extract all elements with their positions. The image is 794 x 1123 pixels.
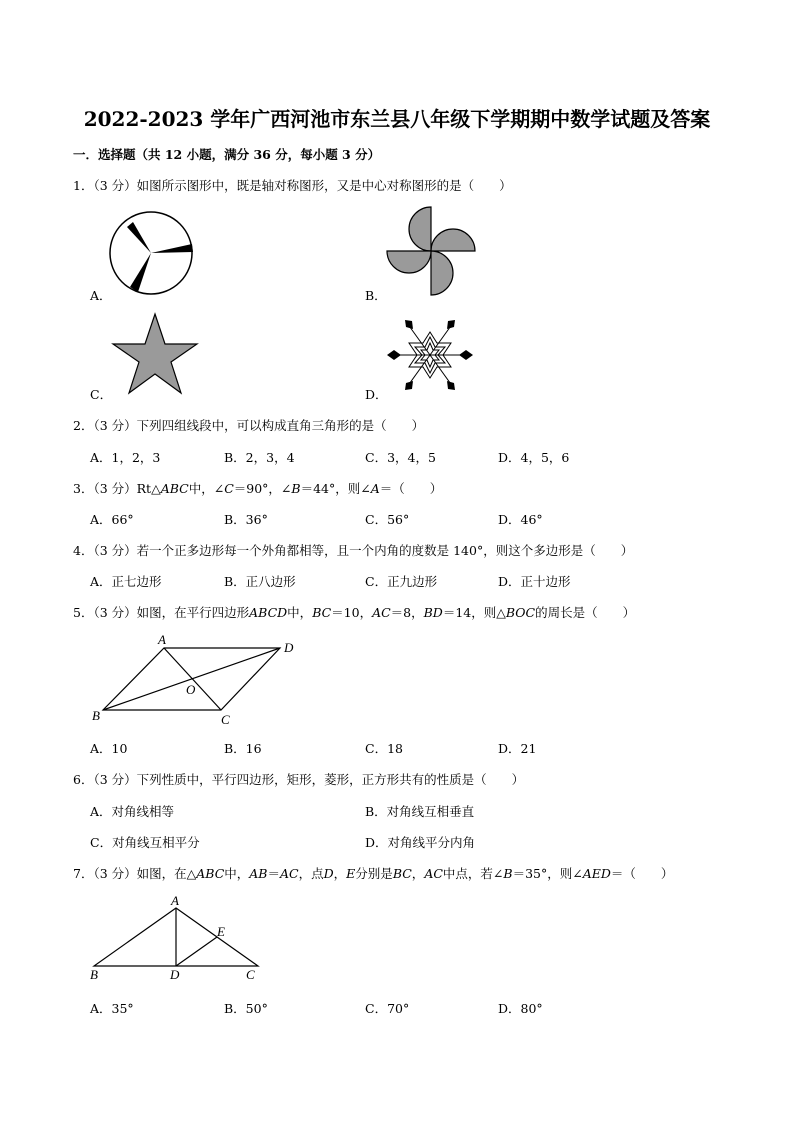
q3-option-c: C．56° bbox=[365, 512, 410, 527]
question-4-stem: 4．（3 分）若一个正多边形每一个外角都相等，且一个内角的度数是 140°，则这个多边形是（ ） bbox=[73, 543, 634, 558]
q5-option-a: A．10 bbox=[90, 741, 128, 756]
q6-option-a: A．对角线相等 bbox=[90, 804, 175, 819]
label-a: A bbox=[171, 893, 179, 908]
q6-option-b: B．对角线互相垂直 bbox=[365, 804, 475, 819]
q4-option-a: A．正七边形 bbox=[90, 574, 162, 589]
q2-option-a: A．1，2，3 bbox=[90, 450, 161, 465]
q1-option-b: B． bbox=[365, 288, 387, 303]
label-b: B bbox=[92, 708, 100, 723]
q5-option-d: D．21 bbox=[498, 741, 537, 756]
q3-option-d: D．46° bbox=[498, 512, 543, 527]
question-1-stem: 1．（3 分）如图所示图形中，既是轴对称图形，又是中心对称图形的是（ ） bbox=[73, 178, 512, 193]
label-c: C bbox=[246, 967, 255, 982]
q7-triangle-figure bbox=[86, 892, 264, 984]
label-c: C bbox=[221, 712, 230, 727]
page-title: 2022-2023 学年广西河池市东兰县八年级下学期期中数学试题及答案 bbox=[83, 107, 711, 131]
q7-option-a: A．35° bbox=[90, 1001, 134, 1016]
section-heading: 一．选择题（共 12 小题，满分 36 分，每小题 3 分） bbox=[73, 147, 381, 162]
q4-option-c: C．正九边形 bbox=[365, 574, 438, 589]
q7-option-d: D．80° bbox=[498, 1001, 543, 1016]
label-e: E bbox=[217, 924, 225, 939]
q3-option-b: B．36° bbox=[224, 512, 268, 527]
question-2-stem: 2．（3 分）下列四组线段中，可以构成直角三角形的是（ ） bbox=[73, 418, 425, 433]
q1-option-a: A． bbox=[90, 288, 112, 303]
q5-option-c: C．18 bbox=[365, 741, 403, 756]
q3-option-a: A．66° bbox=[90, 512, 134, 527]
q4-option-b: B．正八边形 bbox=[224, 574, 296, 589]
segment-de bbox=[176, 937, 217, 966]
q2-option-c: C．3，4，5 bbox=[365, 450, 436, 465]
question-7-stem: 7．（3 分）如图，在△ABC中，AB＝AC，点D，E分别是BC，AC中点，若∠B＝35°，则∠AED＝（ ） bbox=[73, 866, 674, 881]
q1-figure-d-snowflake bbox=[385, 315, 475, 397]
label-d: D bbox=[170, 967, 180, 982]
q6-option-d: D．对角线平分内角 bbox=[365, 835, 476, 850]
question-6-stem: 6．（3 分）下列性质中，平行四边形，矩形，菱形，正方形共有的性质是（ ） bbox=[73, 772, 525, 787]
q2-option-d: D．4，5，6 bbox=[498, 450, 570, 465]
q1-figure-c-star bbox=[110, 312, 200, 396]
diagonal-bd bbox=[103, 648, 280, 710]
q1-option-c: C． bbox=[90, 387, 113, 402]
q6-option-c: C．对角线互相平分 bbox=[90, 835, 200, 850]
label-a: A bbox=[158, 632, 166, 647]
q5-option-b: B．16 bbox=[224, 741, 262, 756]
q2-option-b: B．2，3，4 bbox=[224, 450, 295, 465]
label-b: B bbox=[90, 967, 98, 982]
question-5-stem: 5．（3 分）如图，在平行四边形ABCD中，BC＝10，AC＝8，BD＝14，则△BOC的周长是（ ） bbox=[73, 605, 636, 620]
q1-figure-b-pinwheel bbox=[385, 205, 477, 297]
q1-option-d: D． bbox=[365, 387, 388, 402]
label-d: D bbox=[284, 640, 294, 655]
question-3-stem: 3．（3 分）Rt△ABC中，∠C＝90°，∠B＝44°，则∠A＝（ ） bbox=[73, 481, 443, 496]
q4-option-d: D．正十边形 bbox=[498, 574, 571, 589]
label-o: O bbox=[186, 682, 196, 697]
q5-parallelogram-figure bbox=[88, 630, 303, 728]
q1-figure-a-circle bbox=[108, 210, 198, 300]
q7-option-c: C．70° bbox=[365, 1001, 410, 1016]
q7-option-b: B．50° bbox=[224, 1001, 268, 1016]
